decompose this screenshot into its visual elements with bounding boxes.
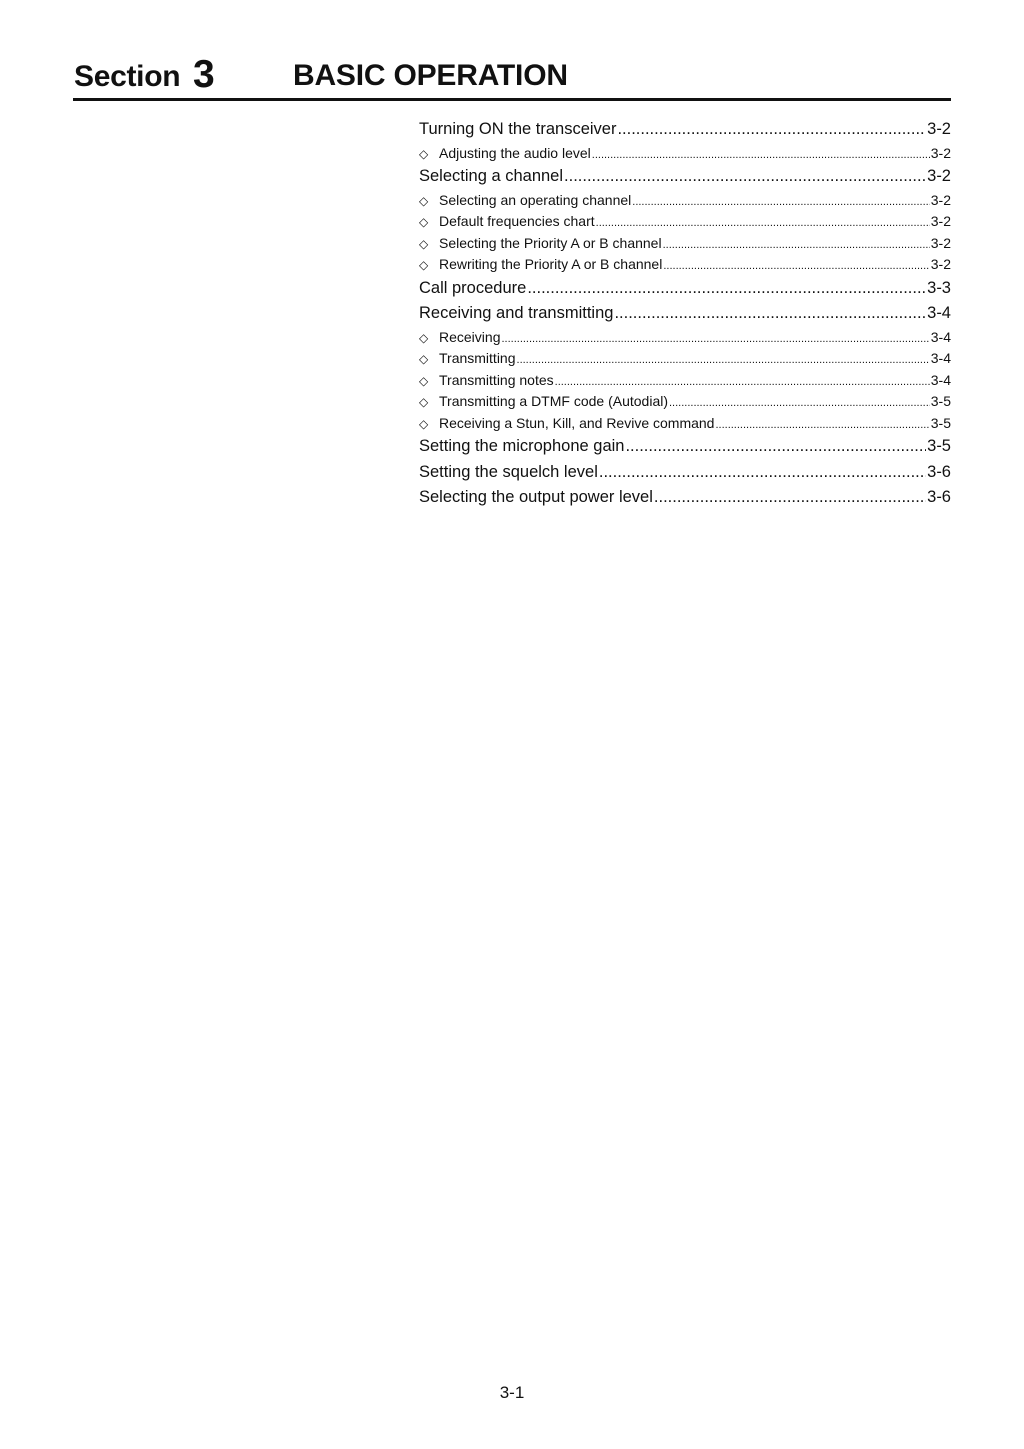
toc-subentry[interactable] bbox=[419, 413, 951, 435]
toc-entry-label: Selecting a channel bbox=[419, 167, 564, 185]
toc-entry-label: Turning ON the transceiver bbox=[419, 120, 617, 138]
toc-subentry[interactable] bbox=[419, 327, 951, 349]
toc-subentry[interactable] bbox=[419, 370, 951, 392]
toc-page-number: 3-6 bbox=[927, 488, 951, 506]
toc-entry-label: Transmitting notes bbox=[439, 371, 554, 388]
toc-page-number: 3-2 bbox=[930, 144, 951, 161]
dot-leader bbox=[669, 393, 930, 413]
toc-subentry[interactable] bbox=[419, 391, 951, 413]
dot-leader bbox=[517, 350, 930, 370]
toc-page-number: 3-2 bbox=[930, 256, 951, 272]
toc-subentry[interactable] bbox=[419, 233, 951, 255]
dot-leader bbox=[599, 460, 926, 486]
dot-leader bbox=[654, 485, 926, 511]
diamond-bullet-icon: ◇ bbox=[419, 352, 429, 366]
toc-entry-label: Receiving and transmitting bbox=[419, 304, 614, 322]
toc-subentry[interactable] bbox=[419, 190, 951, 212]
toc-entry[interactable] bbox=[419, 434, 951, 460]
toc-page-number: 3-4 bbox=[930, 371, 951, 388]
toc-entry-label: Adjusting the audio level bbox=[439, 144, 591, 161]
toc-entry-label: Call procedure bbox=[419, 278, 527, 297]
toc-page-number: 3-2 bbox=[930, 191, 951, 208]
toc-entry-label: Selecting the output power level bbox=[419, 488, 653, 506]
toc-entry[interactable] bbox=[419, 276, 951, 302]
dot-leader bbox=[592, 145, 930, 165]
toc-entry-label: Rewriting the Priority A or B channel bbox=[439, 256, 663, 272]
toc-page-number: 3-6 bbox=[927, 462, 951, 481]
diamond-bullet-icon: ◇ bbox=[419, 146, 429, 161]
toc-subentry[interactable] bbox=[419, 143, 951, 165]
toc-page-number: 3-3 bbox=[927, 278, 951, 297]
toc-entry-label: Transmitting bbox=[439, 350, 516, 366]
dot-leader bbox=[617, 117, 926, 143]
toc-page-number: 3-5 bbox=[930, 393, 951, 409]
toc-page-number: 3-2 bbox=[930, 213, 951, 229]
table-of-contents bbox=[419, 117, 951, 511]
diamond-bullet-icon: ◇ bbox=[419, 215, 429, 229]
toc-entry[interactable] bbox=[419, 485, 951, 511]
dot-leader bbox=[596, 213, 930, 233]
toc-entry[interactable] bbox=[419, 301, 951, 327]
diamond-bullet-icon: ◇ bbox=[419, 373, 429, 388]
diamond-bullet-icon: ◇ bbox=[419, 236, 429, 251]
toc-page-number: 3-4 bbox=[930, 350, 951, 366]
toc-entry-label: Selecting the Priority A or B channel bbox=[439, 234, 662, 251]
section-number: 3 bbox=[193, 53, 215, 96]
dot-leader bbox=[663, 256, 929, 276]
dot-leader bbox=[501, 329, 929, 349]
toc-entry-label: Setting the microphone gain bbox=[419, 437, 625, 455]
dot-leader bbox=[614, 301, 926, 327]
dot-leader bbox=[527, 276, 926, 302]
toc-entry-label: Transmitting a DTMF code (Autodial) bbox=[439, 393, 668, 409]
dot-leader bbox=[625, 434, 926, 460]
toc-subentry[interactable] bbox=[419, 254, 951, 276]
page-number: 3-1 bbox=[499, 1383, 525, 1402]
toc-entry[interactable] bbox=[419, 117, 951, 143]
diamond-bullet-icon: ◇ bbox=[419, 258, 429, 272]
dot-leader bbox=[632, 192, 930, 212]
dot-leader bbox=[715, 415, 929, 435]
section-label: Section bbox=[74, 60, 181, 93]
toc-entry[interactable] bbox=[419, 460, 951, 486]
dot-leader bbox=[663, 235, 930, 255]
toc-entry-label: Selecting an operating channel bbox=[439, 191, 632, 208]
toc-page-number: 3-2 bbox=[927, 167, 951, 185]
section-header bbox=[73, 52, 951, 101]
toc-entry-label: Receiving a Stun, Kill, and Revive command bbox=[439, 414, 715, 431]
toc-subentry[interactable] bbox=[419, 211, 951, 233]
toc-page-number: 3-5 bbox=[930, 414, 951, 431]
page-title: BASIC OPERATION bbox=[293, 59, 568, 92]
toc-entry-label: Default frequencies chart bbox=[439, 213, 595, 229]
diamond-bullet-icon: ◇ bbox=[419, 193, 429, 208]
toc-page-number: 3-2 bbox=[927, 120, 951, 138]
toc-subentry[interactable] bbox=[419, 348, 951, 370]
toc-entry-label: Setting the squelch level bbox=[419, 462, 598, 481]
toc-entry[interactable] bbox=[419, 164, 951, 190]
diamond-bullet-icon: ◇ bbox=[419, 330, 429, 345]
toc-page-number: 3-2 bbox=[930, 234, 951, 251]
toc-entry-label: Receiving bbox=[439, 328, 501, 345]
toc-page-number: 3-4 bbox=[927, 304, 951, 322]
dot-leader bbox=[564, 164, 926, 190]
diamond-bullet-icon: ◇ bbox=[419, 395, 429, 409]
toc-page-number: 3-5 bbox=[927, 437, 951, 455]
toc-page-number: 3-4 bbox=[930, 328, 951, 345]
diamond-bullet-icon: ◇ bbox=[419, 416, 429, 431]
dot-leader bbox=[555, 372, 930, 392]
